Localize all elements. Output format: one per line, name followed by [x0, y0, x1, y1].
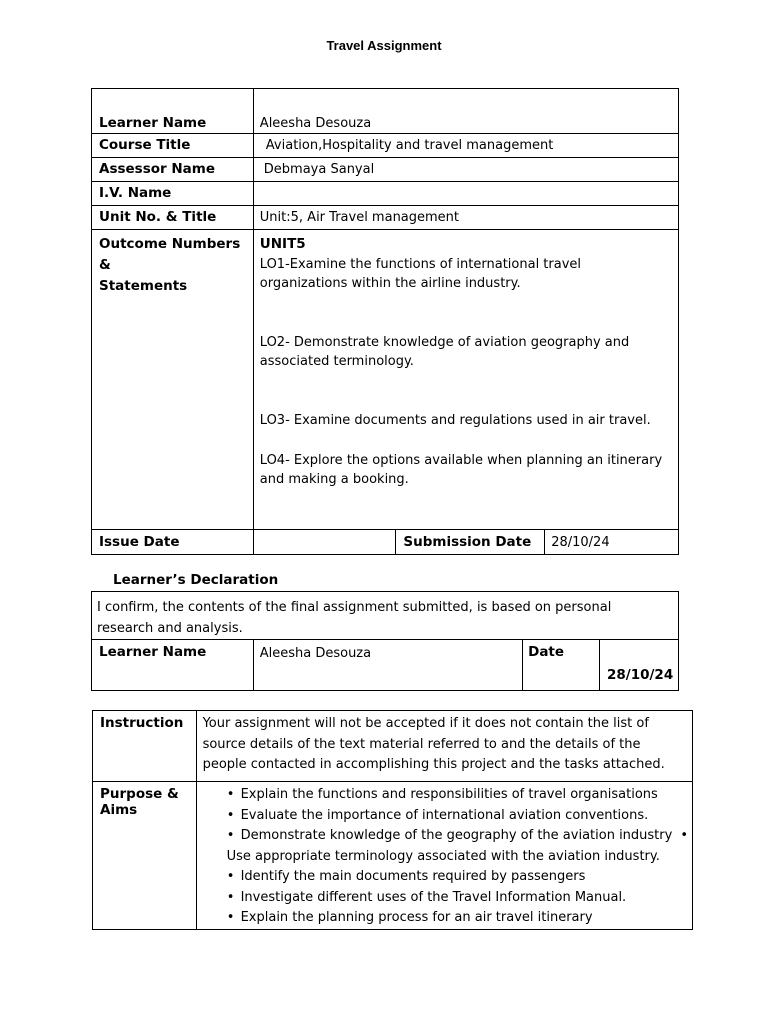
declaration-statement: I confirm, the contents of the final assignment submitted, is based on personal research and analysis. — [92, 592, 679, 640]
declaration-heading: Learner’s Declaration — [113, 572, 279, 588]
aim-item: • Evaluate the importance of international aviation conventions. — [226, 807, 649, 823]
lo2-statement: LO2- Demonstrate knowledge of aviation geography and associated terminology. — [259, 335, 630, 369]
instruction-label: Instruction — [93, 711, 197, 782]
declaration-date-label: Date — [523, 640, 600, 691]
unit-heading: UNIT5 — [259, 236, 306, 252]
assignment-details-table — [91, 88, 679, 555]
unit-label: Unit No. & Title — [92, 206, 254, 230]
submission-date-value: 28/10/24 — [545, 530, 679, 555]
iv-name-label: I.V. Name — [92, 182, 254, 206]
outcome-label-line-1: Outcome Numbers & — [99, 236, 241, 273]
assessor-name-value: Debmaya Sanyal — [253, 158, 678, 182]
declaration-learner-name-value: Aleesha Desouza — [253, 640, 522, 691]
outcome-statements — [253, 230, 678, 530]
purpose-aims-list — [221, 785, 688, 929]
learner-declaration-table — [91, 591, 679, 691]
learner-name-label: Learner Name — [92, 89, 254, 134]
course-title-label: Course Title — [92, 134, 254, 158]
issue-date-label: Issue Date — [92, 530, 254, 555]
purpose-aims-label: Purpose & Aims — [93, 782, 197, 930]
instruction-text: Your assignment will not be accepted if it does not contain the list of source details of the text material referred to and the details of the people contacted in accomplishing this project and the tasks attached. — [196, 711, 692, 782]
aim-item: • Explain the functions and responsibilities of travel organisations — [226, 787, 658, 802]
unit-value: Unit:5, Air Travel management — [253, 206, 678, 230]
outcome-label — [92, 230, 254, 530]
aim-item: • Demonstrate knowledge of the geography of the aviation industry • — [226, 828, 688, 843]
issue-date-value — [253, 530, 396, 555]
course-title-value: Aviation,Hospitality and travel management — [253, 134, 678, 158]
assessor-name-label: Assessor Name — [92, 158, 254, 182]
learner-name-value: Aleesha Desouza — [253, 89, 678, 134]
document-title: Travel Assignment — [326, 38, 442, 53]
instructions-table — [92, 710, 693, 930]
lo1-statement: LO1-Examine the functions of international travel organizations within the airline industry. — [259, 257, 582, 291]
declaration-learner-name-label: Learner Name — [92, 640, 254, 691]
outcome-label-line-2: Statements — [99, 278, 188, 294]
aim-item: Use appropriate terminology associated with the aviation industry. — [226, 848, 660, 864]
lo3-statement: LO3- Examine documents and regulations used in air travel. — [259, 413, 651, 428]
purpose-aims-list-cell — [196, 782, 692, 930]
aim-item: • Identify the main documents required by passengers — [226, 869, 586, 884]
aim-item: • Explain the planning process for an air travel itinerary — [226, 910, 593, 925]
lo4-statement: LO4- Explore the options available when planning an itinerary and making a booking. — [259, 453, 663, 487]
declaration-date-value: 28/10/24 — [600, 640, 679, 691]
aim-item: • Investigate different uses of the Travel Information Manual. — [226, 889, 627, 905]
iv-name-value — [253, 182, 678, 206]
submission-date-label: Submission Date — [396, 530, 545, 555]
